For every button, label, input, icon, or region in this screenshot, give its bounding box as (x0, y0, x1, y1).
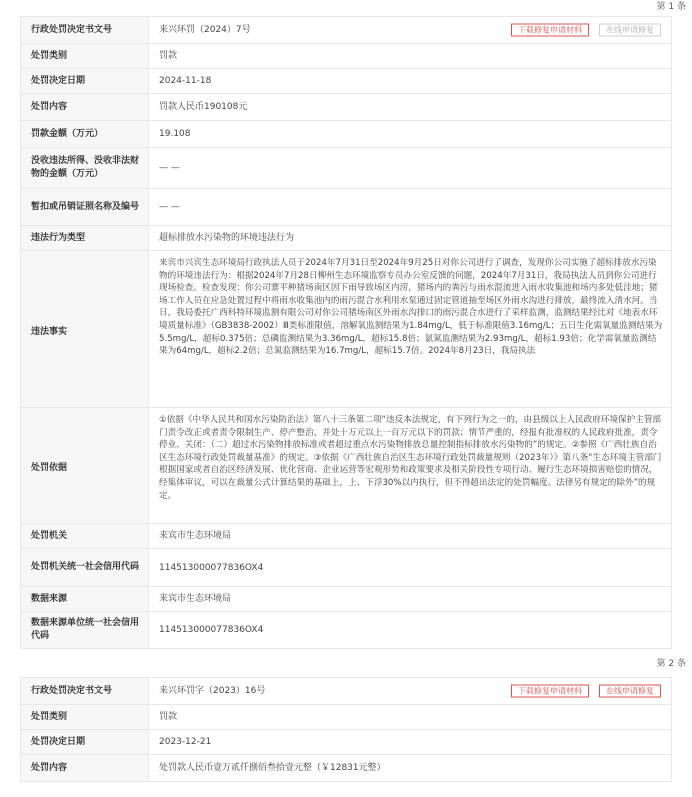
table-row (21, 408, 672, 524)
table-row (21, 121, 672, 148)
row-label: 处罚内容 (21, 94, 149, 121)
page-label-2: 第 2 条 (656, 659, 686, 669)
row-label: 数据来源 (21, 587, 149, 612)
row-label: 处罚决定日期 (21, 69, 149, 94)
row-value: 114513000077836OX4 (149, 549, 672, 587)
row-value: 超标排放水污染物的环境违法行为 (149, 226, 672, 251)
row-value (149, 678, 672, 705)
row-value: — — (149, 148, 672, 189)
online-repair-apply-button: 在线申请修复 (599, 24, 661, 37)
table-row (21, 678, 672, 705)
row-value: 19.108 (149, 121, 672, 148)
row-label: 处罚内容 (21, 755, 149, 782)
row-value (149, 17, 672, 44)
table-row (21, 251, 672, 408)
row-label: 处罚类别 (21, 705, 149, 730)
table-row (21, 69, 672, 94)
table-row (21, 226, 672, 251)
row-label: 违法行为类型 (21, 226, 149, 251)
decision-number: 来兴环罚字（2023）16号 (159, 686, 266, 696)
row-value: 处罚款人民币壹万贰仟捌佰叁拾壹元整（￥12831元整） (149, 755, 672, 782)
row-value: 114513000077836OX4 (149, 612, 672, 649)
row-label: 处罚决定日期 (21, 730, 149, 755)
table-row (21, 587, 672, 612)
download-repair-materials-button[interactable]: 下载修复申请材料 (511, 24, 589, 37)
download-repair-materials-button[interactable]: 下载修复申请材料 (511, 685, 589, 698)
row-label: 违法事实 (21, 251, 149, 408)
row-value: 罚款 (149, 44, 672, 69)
violation-facts-text: 来宾市兴宾生态环境局行政执法人员于2024年7月31日至2024年9月25日对你公司进行了调查，发现你公司实施了超标排放水污染物的环境违法行为：根据2024年7月28日柳州生态环境监察专员办公室反馈的问题，2024年7月31日，我局执法人员到你公司进行现场检查。检查发现：你公司寨平种猪场南区因下雨导致场区内涝，猪场内的粪污与雨水混流进入雨水收集池和场内多处低洼地；猪场工作人员在应急处置过程中将雨水收集池内的雨污混合水利用水泵通过固定管道抽至场区外雨水沟进行排放，最终流入清水河。当日，我局委托广西科特环境监测有限公司对你公司猪场南区外雨水沟排口的雨污混合水进行了采样监测，监测结果经比对《地表水环境质量标准》（GB3838-2002）Ⅲ类标准限值，溶解氧监测结果为1.84mg/L，低于标准限值3.16mg/L；五日生化需氧量监测结果为5.5mg/L，超标0.375倍；总磷监测结果为3.36mg/L，超标15.8倍；氨氮监测结果为2.93mg/L，超标1.93倍；化学需氧量监测结果为64mg/L，超标2.2倍；总氮监测结果为16.7mg/L，超标15.7倍。2024年8月23日，我局执法 (149, 251, 672, 408)
row-label: 数据来源单位统一社会信用代码 (21, 612, 149, 649)
row-label: 处罚类别 (21, 44, 149, 69)
row-label: 行政处罚决定书文号 (21, 678, 149, 705)
penalty-record-2 (20, 677, 672, 782)
table-row (21, 44, 672, 69)
page-label-1: 第 1 条 (656, 2, 686, 12)
row-label: 处罚依据 (21, 408, 149, 524)
row-value: 来宾市生态环境局 (149, 524, 672, 549)
table-row (21, 549, 672, 587)
penalty-record-1 (20, 16, 672, 649)
table-row (21, 705, 672, 730)
table-row (21, 755, 672, 782)
row-value: 罚款 (149, 705, 672, 730)
table-row (21, 148, 672, 189)
table-row (21, 17, 672, 44)
row-label: 没收违法所得、没收非法财物的金额（万元） (21, 148, 149, 189)
row-label: 罚款金额（万元） (21, 121, 149, 148)
table-row (21, 612, 672, 649)
row-label: 暂扣或吊销证照名称及编号 (21, 189, 149, 226)
penalty-basis-text: ①依据《中华人民共和国水污染防治法》第八十三条第二项“违反本法规定，有下列行为之一的，由县级以上人民政府环境保护主管部门责令改正或者责令限制生产、停产整治，并处十万元以上一百万元以下的罚款；情节严重的，经报有批准权的人民政府批准，责令停业、关闭：（二）超过水污染物排放标准或者超过重点水污染物排放总量控制指标排放水污染物的”的规定。②参照《广西壮族自治区生态环境行政处罚裁量基准》的规定。③依据《广西壮族自治区生态环境行政处罚裁量规则（2023年）》第八条“生态环境主管部门根据国家或者自治区经济发展、优化营商、企业运营等宏观形势和政策要求及相关阶段性专项行动、履行生态环境损害赔偿的情况，经集体审议，可以在裁量公式计算结果的基础上，上、下浮30%以内执行，但不得超出法定的处罚幅度。法律另有规定的除外”的规定。 (149, 408, 672, 524)
row-value: 2024-11-18 (149, 69, 672, 94)
row-value: 2023-12-21 (149, 730, 672, 755)
online-repair-apply-button[interactable]: 在线申请修复 (599, 685, 661, 698)
decision-number: 来兴环罚（2024）7号 (159, 25, 251, 35)
table-row (21, 730, 672, 755)
row-value: 来宾市生态环境局 (149, 587, 672, 612)
row-label: 行政处罚决定书文号 (21, 17, 149, 44)
row-value: 罚款人民币190108元 (149, 94, 672, 121)
table-row (21, 94, 672, 121)
row-label: 处罚机关 (21, 524, 149, 549)
row-label: 处罚机关统一社会信用代码 (21, 549, 149, 587)
row-value: — — (149, 189, 672, 226)
table-row (21, 524, 672, 549)
table-row (21, 189, 672, 226)
